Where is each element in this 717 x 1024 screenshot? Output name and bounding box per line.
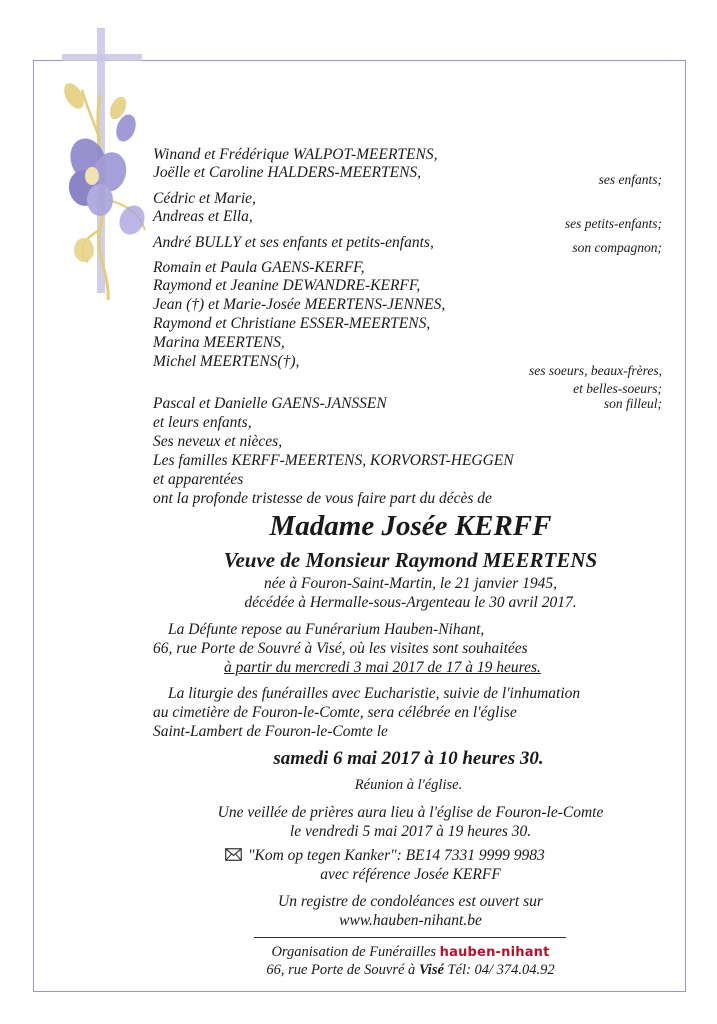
others-line-1: et leurs enfants, [153,414,252,431]
siblings-line-1: Romain et Paula GAENS-KERFF, [153,259,365,276]
visit-line-3: à partir du mercredi 3 mai 2017 de 17 à 19 heures. [224,659,541,676]
donation-line-1-wrap [225,847,545,865]
grandchildren-role: ses petits-enfants; [564,216,662,231]
deceased-widow-of: Veuve de Monsieur Raymond MEERTENS [223,548,598,572]
others-line-3: Les familles KERFF-MEERTENS, KORVORST-HEGGEN [153,452,514,469]
siblings-line-6: Michel MEERTENS(†), [153,353,300,370]
companion-role: son compagnon; [572,240,662,255]
grandchildren-line-2: Andreas et Ella, [153,208,253,225]
vigil-line-2: le vendredi 5 mai 2017 à 19 heures 30. [289,823,532,840]
deceased-name: Madame Josée KERFF [269,510,552,542]
deceased-died: décédée à Hermalle-sous-Argenteau le 30 avril 2017. [244,594,577,611]
vigil-line-1: Une veillée de prières aura lieu à l'église de Fouron-le-Comte [217,804,604,821]
donation-line-2: avec référence Josée KERFF [320,866,501,883]
footer-divider [254,937,566,938]
siblings-role-2: et belles-soeurs; [573,381,662,396]
godson-line: Pascal et Danielle GAENS-JANSSEN [153,395,387,412]
godson-role: son filleul; [603,396,662,411]
grandchildren-line-1: Cédric et Marie, [153,190,256,207]
siblings-line-4: Raymond et Christiane ESSER-MEERTENS, [153,315,431,332]
others-line-5: ont la profonde tristesse de vous faire part du décès de [153,490,492,507]
siblings-line-3: Jean (†) et Marie-Josée MEERTENS-JENNES, [153,296,446,313]
liturgy-line-1: La liturgie des funérailles avec Eucharistie, suivie de l'inhumation [168,685,581,702]
children-role: ses enfants; [598,172,662,187]
envelope-icon [225,848,242,861]
condolences-line-1: Un registre de condoléances est ouvert sur [278,893,543,910]
liturgy-line-3: Saint-Lambert de Fouron-le-Comte le [153,723,388,740]
liturgy-meeting: Réunion à l'église. [354,777,463,793]
footer-phone: Tél: 04/ 374.04.92 [447,962,555,978]
liturgy-date: samedi 6 mai 2017 à 10 heures 30. [273,748,544,769]
children-line-2: Joëlle et Caroline HALDERS-MEERTENS, [153,164,422,181]
siblings-line-5: Marina MEERTENS, [153,334,285,351]
footer-org-prefix: Organisation de Funérailles [271,944,437,960]
siblings-line-2: Raymond et Jeanine DEWANDRE-KERFF, [153,277,421,294]
companion-line: André BULLY et ses enfants et petits-enfants, [153,234,434,251]
brand-logo: hauben-nihant [439,945,550,960]
others-line-4: et apparentées [153,471,244,488]
liturgy-line-2: au cimetière de Fouron-le-Comte, sera célébrée en l'église [153,704,517,721]
footer-org [52,943,717,962]
visit-line-2: 66, rue Porte de Souvré à Visé, où les visites sont souhaitées [153,640,528,657]
footer-address-prefix: 66, rue Porte de Souvré à [266,962,416,978]
condolences-url[interactable]: www.hauben-nihant.be [339,912,482,929]
footer-address-city: Visé [418,962,444,978]
footer-address [52,961,717,979]
others-line-2: Ses neveux et nièces, [153,433,283,450]
cross-flower-icon [0,0,160,330]
donation-line-1: "Kom op tegen Kanker": BE14 7331 9999 9983 [248,847,545,864]
deceased-born: née à Fouron-Saint-Martin, le 21 janvier 1945, [263,575,558,592]
children-line-1: Winand et Frédérique WALPOT-MEERTENS, [153,146,438,163]
siblings-role-1: ses soeurs, beaux-frères, [529,363,662,378]
visit-line-1: La Défunte repose au Funérarium Hauben-Nihant, [168,621,485,638]
